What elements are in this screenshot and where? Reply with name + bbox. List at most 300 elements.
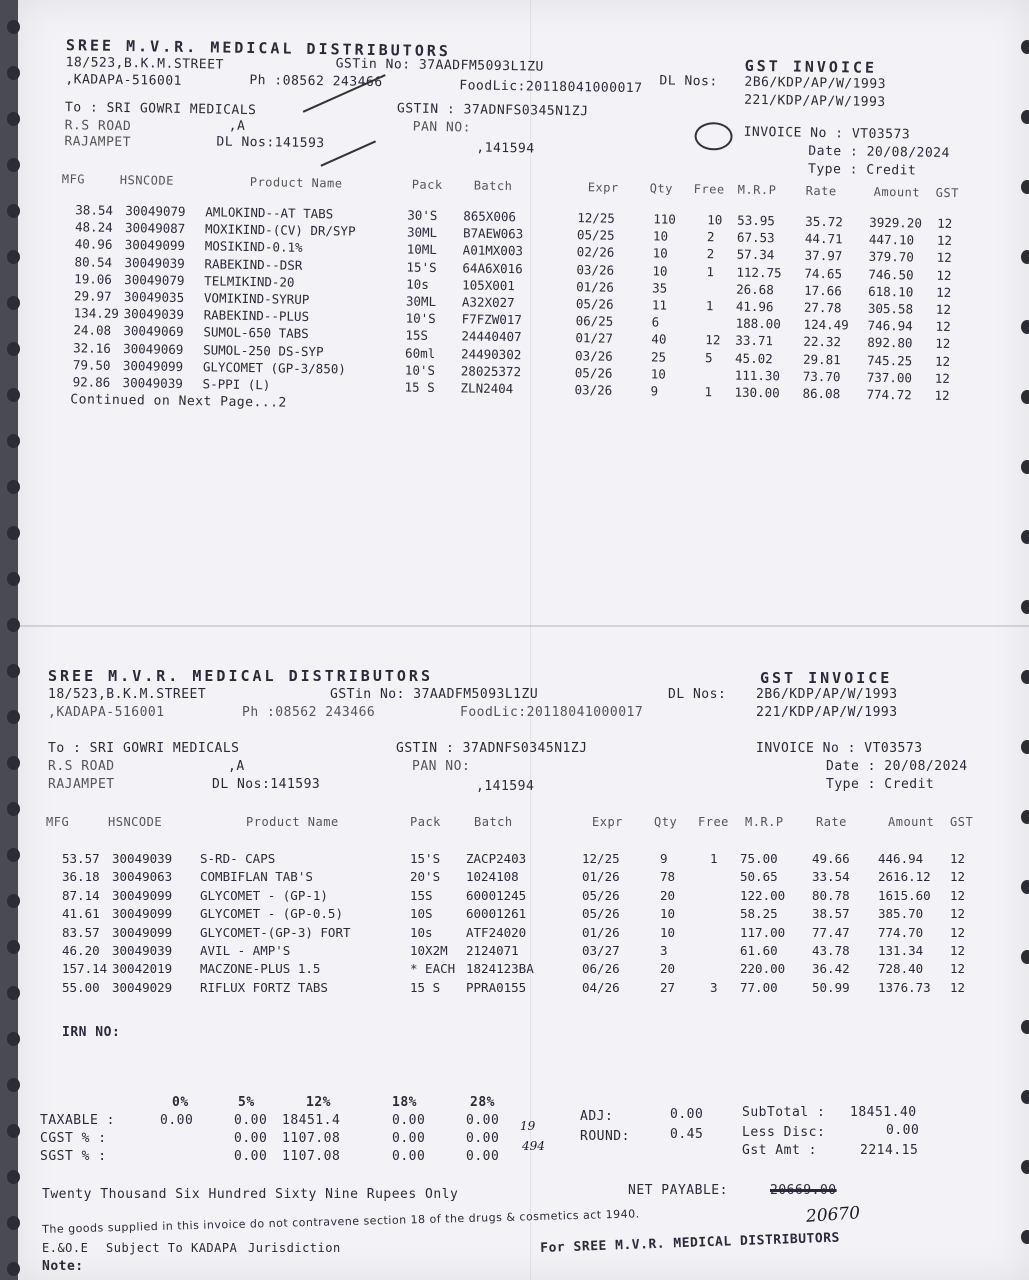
qty-cell: 3 bbox=[660, 943, 668, 958]
tax-value: 0.00 bbox=[234, 1113, 268, 1128]
pack-cell: 10ML bbox=[406, 241, 437, 258]
expiry-cell: 12/25 bbox=[582, 851, 620, 866]
expiry-cell: 03/27 bbox=[582, 943, 620, 958]
customer-city: RAJAMPET bbox=[48, 777, 115, 792]
column-header-qty: Qty bbox=[654, 815, 678, 829]
rate-cell: 33.54 bbox=[812, 869, 850, 885]
gst-cell: 12 bbox=[934, 353, 951, 369]
gst-cell: 12 bbox=[937, 215, 953, 232]
rate-cell: 29.81 bbox=[802, 351, 841, 367]
expiry-cell: 06/25 bbox=[575, 313, 614, 329]
distributor-city: ,KADAPA-516001 bbox=[48, 705, 165, 720]
rate-cell: 44.71 bbox=[804, 230, 843, 247]
product-cell: AMLOKIND--AT TABS bbox=[205, 204, 334, 222]
invoice-title: GST INVOICE bbox=[760, 669, 893, 687]
qty-cell: 10 bbox=[652, 245, 668, 261]
product-cell: TELMIKIND-20 bbox=[204, 273, 295, 290]
mfg-cell: 53.57 bbox=[62, 851, 100, 866]
pack-cell: 15S bbox=[410, 887, 433, 903]
mfg-cell: 38.54 bbox=[75, 202, 114, 218]
rate-cell: 43.78 bbox=[812, 943, 850, 958]
distributor-address: 18/523,B.K.M.STREET bbox=[48, 687, 207, 702]
rate-cell: 22.32 bbox=[803, 334, 842, 350]
food-license: FoodLic:20118041000017 bbox=[459, 78, 643, 97]
pack-cell: 15'S bbox=[410, 851, 441, 866]
tax-rate-header: 5% bbox=[238, 1095, 255, 1110]
customer-dl: DL Nos:141593 bbox=[212, 777, 321, 792]
hsn-cell: 30049029 bbox=[112, 979, 173, 995]
mrp-cell: 111.30 bbox=[734, 367, 781, 384]
customer-dl: DL Nos:141593 bbox=[216, 134, 325, 152]
net-payable-value: 20669.00 bbox=[770, 1183, 837, 1198]
gst-amount-label: Gst Amt : bbox=[742, 1143, 817, 1158]
amount-cell: 774.70 bbox=[878, 924, 924, 940]
expiry-cell: 03/26 bbox=[576, 261, 615, 278]
product-cell: GLYCOMET-(GP-3) FORT bbox=[200, 924, 351, 940]
dl-number-1: 2B6/KDP/AP/W/1993 bbox=[756, 687, 898, 702]
dl-label: DL Nos: bbox=[659, 73, 718, 90]
rate-cell: 37.97 bbox=[804, 248, 843, 264]
legal-note: The goods supplied in this invoice do not contravene section 18 of the drugs & cosmetics act 1940. bbox=[42, 1207, 640, 1236]
tax-value: 0.00 bbox=[466, 1149, 500, 1164]
mfg-cell: 48.24 bbox=[74, 219, 113, 236]
gst-cell: 12 bbox=[936, 250, 952, 266]
rate-cell: 80.78 bbox=[812, 887, 850, 903]
qty-cell: 110 bbox=[653, 211, 676, 227]
gst-cell: 12 bbox=[936, 232, 953, 249]
column-header-gst: GST bbox=[935, 185, 960, 201]
amount-cell: 746.94 bbox=[867, 317, 913, 334]
expiry-cell: 01/26 bbox=[576, 278, 614, 295]
free-cell: 10 bbox=[707, 212, 723, 228]
pack-cell: 10X2M bbox=[410, 943, 448, 958]
expiry-cell: 04/26 bbox=[582, 979, 620, 995]
tax-value: 18451.4 bbox=[282, 1113, 341, 1128]
tax-rate-header: 0% bbox=[172, 1095, 189, 1110]
column-header-pack: Pack bbox=[410, 815, 441, 829]
batch-cell: 1824123BA bbox=[466, 961, 534, 977]
gst-cell: 12 bbox=[935, 336, 951, 352]
expiry-cell: 03/26 bbox=[574, 347, 613, 364]
discount-value: 0.00 bbox=[886, 1123, 920, 1138]
qty-cell: 10 bbox=[652, 228, 669, 244]
amount-cell: 1615.60 bbox=[878, 887, 931, 903]
column-header-hsn: HSNCODE bbox=[108, 815, 163, 829]
hsn-cell: 30049099 bbox=[124, 237, 186, 254]
qty-cell: 40 bbox=[651, 331, 667, 347]
hsn-cell: 30049099 bbox=[112, 887, 173, 903]
mfg-cell: 134.29 bbox=[73, 305, 119, 322]
tax-value: 0.00 bbox=[392, 1131, 426, 1146]
customer-road: R.S ROAD bbox=[64, 118, 132, 135]
mrp-cell: 122.00 bbox=[740, 887, 786, 903]
gst-cell: 12 bbox=[950, 979, 966, 995]
gst-amount-value: 2214.15 bbox=[860, 1143, 919, 1158]
pen-circle bbox=[694, 122, 732, 151]
mfg-cell: 41.61 bbox=[62, 906, 100, 922]
pack-cell: 10'S bbox=[405, 310, 436, 327]
tax-value: 0.00 bbox=[392, 1113, 426, 1128]
mfg-cell: 46.20 bbox=[62, 943, 100, 958]
customer-road: R.S ROAD bbox=[48, 759, 115, 774]
distributor-name: SREE M.V.R. MEDICAL DISTRIBUTORS bbox=[65, 36, 451, 61]
adj-label: ADJ: bbox=[580, 1109, 614, 1124]
table-row bbox=[0, 851, 1029, 868]
rate-cell: 50.99 bbox=[812, 979, 850, 995]
hsn-cell: 30049099 bbox=[122, 357, 184, 374]
dl-label: DL Nos: bbox=[668, 687, 727, 702]
rate-cell: 77.47 bbox=[812, 924, 850, 940]
mfg-cell: 40.96 bbox=[74, 236, 113, 253]
column-header-expr: Expr bbox=[592, 815, 623, 829]
pack-cell: 10s bbox=[406, 276, 429, 292]
amount-cell: 892.80 bbox=[867, 335, 913, 351]
product-cell: SUMOL-650 TABS bbox=[203, 324, 309, 342]
tax-row-label: CGST % : bbox=[40, 1131, 107, 1146]
invoice-type: Type : Credit bbox=[807, 161, 917, 179]
hsn-cell: 30049079 bbox=[124, 271, 185, 288]
free-cell: 3 bbox=[710, 979, 718, 995]
tax-value: 0.00 bbox=[234, 1149, 268, 1164]
batch-cell: 2124071 bbox=[466, 943, 519, 958]
tax-summary-table bbox=[0, 1091, 560, 1171]
rate-cell: 49.66 bbox=[812, 851, 850, 866]
qty-cell: 9 bbox=[650, 383, 659, 399]
pack-cell: 10S bbox=[410, 906, 433, 922]
expiry-cell: 01/27 bbox=[575, 330, 614, 347]
hsn-cell: 30042019 bbox=[112, 961, 173, 977]
customer-to: To : SRI GOWRI MEDICALS bbox=[64, 100, 257, 119]
qty-cell: 10 bbox=[650, 366, 667, 382]
rate-cell: 27.78 bbox=[803, 299, 842, 316]
batch-cell: 64A6X016 bbox=[462, 259, 523, 276]
qty-cell: 10 bbox=[660, 924, 676, 940]
distributor-city: ,KADAPA-516001 bbox=[65, 72, 183, 89]
pack-cell: 30ML bbox=[406, 224, 438, 241]
free-cell: 1 bbox=[705, 298, 714, 314]
column-header-product: Product Name bbox=[249, 174, 343, 191]
mrp-cell: 112.75 bbox=[736, 264, 782, 280]
mrp-cell: 53.95 bbox=[737, 212, 776, 229]
tax-value: 0.00 bbox=[234, 1131, 268, 1146]
column-header-expr: Expr bbox=[587, 180, 619, 195]
continued-note: Continued on Next Page...2 bbox=[70, 392, 287, 411]
rate-cell: 17.66 bbox=[804, 282, 842, 299]
table-row bbox=[0, 888, 1029, 905]
product-cell: RABEKIND--DSR bbox=[204, 255, 303, 273]
product-cell: AVIL - AMP'S bbox=[200, 943, 291, 958]
table-row bbox=[0, 980, 1029, 997]
table-row bbox=[0, 925, 1029, 942]
mfg-cell: 32.16 bbox=[73, 339, 111, 356]
table-row bbox=[0, 961, 1029, 978]
mrp-cell: 57.34 bbox=[736, 247, 775, 263]
pack-cell: 20'S bbox=[410, 869, 441, 885]
pack-cell: 60ml bbox=[405, 345, 436, 361]
column-header-amount: Amount bbox=[888, 815, 935, 829]
tax-value: 1107.08 bbox=[282, 1131, 341, 1146]
invoice-number: INVOICE No : VT03573 bbox=[756, 741, 923, 756]
for-distributor: For SREE M.V.R. MEDICAL DISTRIBUTORS bbox=[540, 1230, 841, 1256]
customer-city: RAJAMPET bbox=[64, 134, 132, 151]
eoe: E.&O.E bbox=[42, 1241, 89, 1255]
column-header-hsn: HSNCODE bbox=[119, 172, 174, 188]
amount-cell: 131.34 bbox=[878, 943, 924, 958]
hsn-cell: 30049039 bbox=[122, 375, 183, 391]
hsn-cell: 30049069 bbox=[123, 323, 184, 340]
dl-number-1: 2B6/KDP/AP/W/1993 bbox=[744, 74, 887, 92]
net-payable-label: NET PAYABLE: bbox=[628, 1183, 728, 1198]
customer-pan-no: ,141594 bbox=[476, 779, 535, 794]
batch-cell: 60001245 bbox=[466, 887, 527, 903]
hsn-cell: 30049039 bbox=[112, 851, 173, 866]
mfg-cell: 55.00 bbox=[62, 979, 100, 995]
dl-number-2: 221/KDP/AP/W/1993 bbox=[744, 92, 886, 110]
expiry-cell: 02/26 bbox=[576, 244, 615, 261]
round-value: 0.45 bbox=[670, 1127, 704, 1142]
amount-cell: 774.72 bbox=[866, 386, 912, 403]
customer-to: To : SRI GOWRI MEDICALS bbox=[48, 741, 240, 756]
mrp-cell: 77.00 bbox=[740, 979, 778, 995]
batch-cell: 24490302 bbox=[461, 345, 522, 362]
customer-a: ,A bbox=[228, 118, 246, 134]
amount-cell: 737.00 bbox=[866, 369, 913, 386]
column-header-mfg: MFG bbox=[61, 172, 86, 187]
amount-cell: 2616.12 bbox=[878, 869, 931, 885]
note-label: Note: bbox=[42, 1259, 84, 1274]
batch-cell: B7AEW063 bbox=[462, 225, 524, 242]
qty-cell: 20 bbox=[660, 887, 676, 903]
table-row bbox=[0, 943, 1029, 960]
tax-value: 1107.08 bbox=[282, 1149, 341, 1164]
column-header-qty: Qty bbox=[649, 181, 674, 196]
free-cell: 12 bbox=[705, 332, 721, 348]
gst-cell: 12 bbox=[950, 961, 966, 977]
tax-row-label: TAXABLE : bbox=[40, 1113, 115, 1128]
batch-cell: ZLN2404 bbox=[460, 380, 514, 397]
distributor-gstin: GSTin No: 37AADFM5093L1ZU bbox=[330, 687, 539, 702]
free-cell: 1 bbox=[706, 263, 715, 279]
product-cell: GLYCOMET (GP-3/850) bbox=[202, 359, 346, 377]
qty-cell: 9 bbox=[660, 851, 668, 866]
free-cell: 5 bbox=[704, 349, 713, 365]
amount-cell: 1376.73 bbox=[878, 979, 931, 995]
rate-cell: 124.49 bbox=[803, 316, 849, 333]
product-cell: MOXIKIND-(CV) DR/SYP bbox=[204, 221, 356, 239]
column-header-free: Free bbox=[693, 181, 725, 197]
column-header-batch: Batch bbox=[473, 178, 513, 194]
customer-pan: PAN NO: bbox=[412, 119, 472, 136]
tax-value: 0.00 bbox=[160, 1113, 194, 1128]
product-cell: COMBIFLAN TAB'S bbox=[200, 869, 313, 885]
qty-cell: 35 bbox=[652, 280, 668, 296]
subtotal-value: 18451.40 bbox=[850, 1105, 917, 1120]
amount-in-words: Twenty Thousand Six Hundred Sixty Nine Rupees Only bbox=[42, 1187, 459, 1202]
pack-cell: 15 S bbox=[410, 979, 441, 995]
tractor-hole bbox=[1021, 600, 1029, 614]
jurisdiction: Jurisdiction bbox=[248, 1241, 341, 1255]
subtotal-label: SubTotal : bbox=[742, 1105, 826, 1120]
column-header-product: Product Name bbox=[246, 815, 339, 829]
mrp-cell: 117.00 bbox=[740, 924, 786, 940]
amount-cell: 447.10 bbox=[868, 231, 915, 248]
gst-cell: 12 bbox=[950, 887, 966, 903]
qty-cell: 20 bbox=[660, 961, 676, 977]
invoice-date: Date : 20/08/2024 bbox=[808, 143, 951, 161]
expiry-cell: 03/26 bbox=[574, 382, 613, 398]
tax-value: 0.00 bbox=[466, 1131, 500, 1146]
customer-gstin: GSTIN : 37ADNFS0345N1ZJ bbox=[396, 741, 588, 756]
mfg-cell: 24.08 bbox=[73, 322, 112, 339]
gst-cell: 12 bbox=[934, 370, 950, 386]
rate-cell: 74.65 bbox=[804, 265, 843, 281]
expiry-cell: 05/26 bbox=[574, 364, 613, 381]
table-header-page-2 bbox=[0, 815, 1029, 833]
product-cell: GLYCOMET - (GP-1) bbox=[200, 887, 328, 903]
mrp-cell: 67.53 bbox=[736, 229, 775, 246]
product-cell: GLYCOMET - (GP-0.5) bbox=[200, 906, 343, 922]
mfg-cell: 83.57 bbox=[62, 924, 100, 940]
mfg-cell: 36.18 bbox=[62, 869, 100, 885]
mrp-cell: 75.00 bbox=[740, 851, 778, 866]
amount-cell: 385.70 bbox=[878, 906, 924, 922]
discount-label: Less Disc: bbox=[742, 1125, 826, 1140]
column-header-mfg: MFG bbox=[46, 815, 70, 829]
qty-cell: 10 bbox=[652, 262, 668, 279]
free-cell: 2 bbox=[706, 246, 715, 262]
product-cell: VOMIKIND-SYRUP bbox=[203, 290, 310, 307]
mrp-cell: 26.68 bbox=[736, 281, 774, 298]
amount-cell: 618.10 bbox=[868, 283, 914, 300]
gst-cell: 12 bbox=[950, 924, 966, 940]
batch-cell: 60001261 bbox=[466, 906, 527, 922]
gst-cell: 12 bbox=[935, 301, 952, 318]
mfg-cell: 92.86 bbox=[72, 374, 111, 390]
column-header-mrp: M.R.P bbox=[745, 815, 784, 829]
free-cell: 1 bbox=[710, 851, 718, 866]
hsn-cell: 30049035 bbox=[123, 289, 185, 305]
column-header-gst: GST bbox=[950, 815, 974, 829]
expiry-cell: 01/26 bbox=[582, 924, 620, 940]
distributor-address: 18/523,B.K.M.STREET bbox=[65, 55, 224, 73]
gst-cell: 12 bbox=[950, 943, 966, 958]
column-header-amount: Amount bbox=[873, 184, 921, 200]
mrp-cell: 220.00 bbox=[740, 961, 786, 977]
column-header-rate: Rate bbox=[816, 815, 847, 829]
rate-cell: 35.72 bbox=[805, 213, 843, 230]
product-cell: MOSIKIND-0.1% bbox=[204, 238, 303, 256]
mrp-cell: 61.60 bbox=[740, 943, 778, 958]
rate-cell: 86.08 bbox=[802, 385, 841, 402]
invoice-page-2 bbox=[0, 625, 1029, 1280]
adj-value: 0.00 bbox=[670, 1107, 704, 1122]
hsn-cell: 30049079 bbox=[125, 203, 186, 219]
hsn-cell: 30049087 bbox=[124, 220, 186, 237]
gst-cell: 12 bbox=[934, 387, 950, 404]
invoice-type: Type : Credit bbox=[826, 777, 935, 792]
gst-cell: 12 bbox=[950, 906, 966, 922]
mrp-cell: 58.25 bbox=[740, 906, 778, 922]
batch-cell: PPRA0155 bbox=[466, 979, 527, 995]
pen-mark bbox=[320, 140, 376, 166]
mfg-cell: 157.14 bbox=[62, 961, 108, 977]
free-cell: 2 bbox=[706, 229, 715, 245]
food-license: FoodLic:20118041000017 bbox=[460, 705, 644, 720]
batch-cell: 28025372 bbox=[460, 363, 522, 380]
product-cell: SUMOL-250 DS-SYP bbox=[203, 341, 324, 359]
pack-cell: 10'S bbox=[404, 362, 436, 378]
mrp-cell: 45.02 bbox=[734, 350, 773, 366]
mrp-cell: 41.96 bbox=[735, 298, 774, 315]
column-header-free: Free bbox=[698, 815, 729, 829]
mfg-cell: 79.50 bbox=[72, 357, 111, 373]
tax-value: 0.00 bbox=[466, 1113, 500, 1128]
hsn-cell: 30049099 bbox=[112, 906, 173, 922]
batch-cell: A32X027 bbox=[461, 294, 515, 311]
hsn-cell: 30049039 bbox=[124, 254, 185, 271]
tax-value: 0.00 bbox=[392, 1149, 426, 1164]
hsn-cell: 30049069 bbox=[123, 340, 184, 357]
table-row bbox=[0, 869, 1029, 886]
distributor-name: SREE M.V.R. MEDICAL DISTRIBUTORS bbox=[48, 667, 433, 685]
pack-cell: 15S bbox=[405, 327, 429, 344]
gst-cell: 12 bbox=[936, 267, 952, 283]
product-cell: MACZONE-PLUS 1.5 bbox=[200, 961, 321, 977]
customer-gstin: GSTIN : 37ADNFS0345N1ZJ bbox=[396, 101, 589, 120]
tractor-hole bbox=[1021, 530, 1029, 544]
pack-cell: 10s bbox=[410, 924, 433, 940]
hsn-cell: 30049039 bbox=[112, 943, 173, 958]
column-header-mrp: M.R.P bbox=[737, 182, 777, 198]
batch-cell: ATF24020 bbox=[466, 924, 527, 940]
distributor-phone: Ph :08562 243466 bbox=[249, 72, 383, 91]
amount-cell: 379.70 bbox=[868, 249, 914, 265]
gst-cell: 12 bbox=[935, 318, 951, 335]
distributor-phone: Ph :08562 243466 bbox=[242, 705, 376, 720]
dl-number-2: 221/KDP/AP/W/1993 bbox=[756, 705, 898, 720]
customer-a: ,A bbox=[228, 759, 245, 774]
jurisdiction-subject: Subject To KADAPA bbox=[106, 1241, 238, 1255]
column-header-batch: Batch bbox=[474, 815, 513, 829]
expiry-cell: 12/25 bbox=[577, 210, 616, 226]
tax-row-label: SGST % : bbox=[40, 1149, 107, 1164]
customer-pan: PAN NO: bbox=[412, 759, 471, 774]
mfg-cell: 80.54 bbox=[74, 253, 113, 270]
qty-cell: 10 bbox=[660, 906, 676, 922]
column-header-rate: Rate bbox=[805, 183, 837, 199]
pack-cell: * EACH bbox=[410, 961, 456, 977]
mrp-cell: 130.00 bbox=[734, 384, 780, 401]
mrp-cell: 33.71 bbox=[735, 333, 774, 349]
qty-cell: 25 bbox=[650, 348, 667, 365]
pack-cell: 30'S bbox=[407, 207, 438, 223]
expiry-cell: 05/25 bbox=[576, 227, 615, 243]
amount-cell: 305.58 bbox=[867, 300, 914, 317]
tax-rate-header: 28% bbox=[470, 1095, 495, 1110]
pack-cell: 15'S bbox=[406, 259, 437, 275]
batch-cell: 105X001 bbox=[462, 277, 516, 293]
expiry-cell: 05/26 bbox=[582, 887, 620, 903]
handwritten-note: 494 bbox=[522, 1139, 545, 1153]
product-cell: S-PPI (L) bbox=[202, 376, 271, 393]
amount-cell: 446.94 bbox=[878, 851, 924, 866]
amount-cell: 728.40 bbox=[878, 961, 924, 977]
expiry-cell: 05/26 bbox=[582, 906, 620, 922]
round-label: ROUND: bbox=[580, 1129, 630, 1144]
product-cell: RABEKIND--PLUS bbox=[203, 307, 310, 325]
hsn-cell: 30049039 bbox=[123, 306, 185, 323]
tax-rate-header: 18% bbox=[392, 1095, 417, 1110]
